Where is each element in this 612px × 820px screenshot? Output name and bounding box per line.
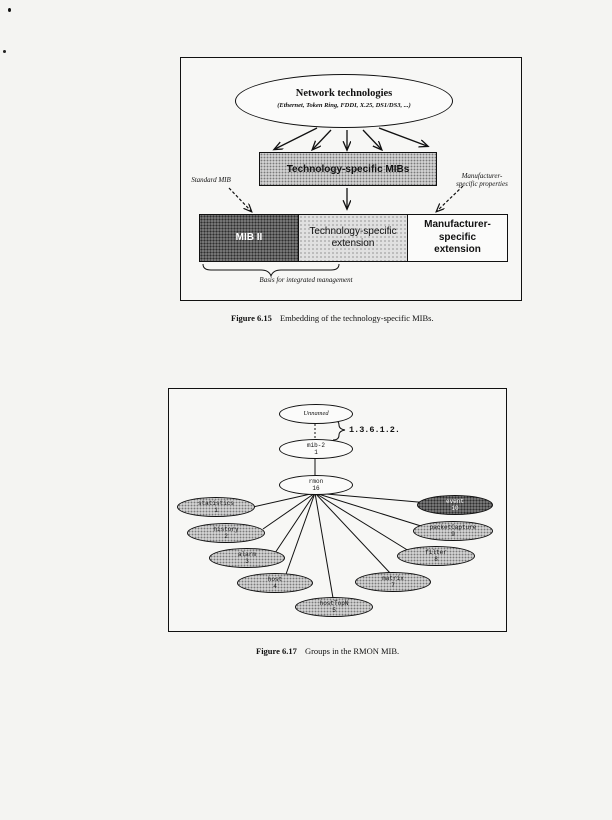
tech-extension-label: Technology-specific extension (309, 225, 397, 249)
manufacturer-specific-label: Manufacturer-specific properties (456, 172, 508, 189)
alarm-node (209, 548, 285, 568)
manufacturer-arrow (437, 186, 463, 211)
arrow-4 (363, 130, 381, 149)
group-name: event (445, 497, 464, 505)
group-name: hostTopN (319, 599, 349, 607)
mib-ii-label: MIB II (235, 231, 263, 243)
group-name: packetCapture (429, 523, 477, 531)
cloud-title: Network technologies (295, 88, 393, 99)
scan-speck (8, 8, 11, 12)
standard-mib-label: Standard MIB (191, 176, 231, 184)
link-filter (315, 493, 409, 551)
history-node (187, 523, 265, 543)
figure-6-17-frame (168, 388, 507, 632)
caption-text: Groups in the RMON MIB. (304, 646, 400, 656)
figure-6-17-caption (256, 646, 399, 656)
mib-2-node (279, 439, 353, 459)
rmon-node (279, 475, 353, 495)
manufacturer-extension-label: Manufacturer-specific extension (424, 219, 491, 256)
event-node (417, 495, 493, 515)
technology-specific-mibs-box (259, 152, 437, 186)
group-name: statistics (197, 499, 234, 507)
standard-mib-arrow (229, 188, 251, 211)
scan-speck (3, 50, 6, 53)
group-name: matrix (382, 574, 404, 582)
tech-extension-cell (299, 215, 408, 261)
oid-prefix-label: 1.3.6.1.2. (349, 425, 401, 435)
link-alarm (275, 493, 315, 553)
mib-2-name: mib-2 (306, 441, 325, 449)
arrow-1 (275, 128, 317, 149)
basis-label: Basis for integrated management (259, 276, 353, 284)
group-name: filter (425, 548, 447, 556)
rmon-name: rmon (308, 477, 324, 485)
unnamed-label: Unnamed (303, 409, 329, 417)
group-num: 3 (245, 558, 249, 565)
unnamed-node (279, 404, 353, 424)
matrix-node (355, 572, 431, 592)
mib-ii-cell (200, 215, 299, 261)
manufacturer-extension-cell (408, 215, 507, 261)
group-num: 9 (451, 531, 455, 538)
group-num: 10 (451, 505, 459, 512)
arrow-5 (379, 128, 427, 146)
arrow-2 (313, 130, 331, 149)
cloud-subtitle: (Ethernet, Token Ring, FDDI, X.25, DS1/DS3, ...) (277, 102, 411, 109)
figure-6-15-frame (180, 57, 522, 301)
tech-box-label: Technology-specific MIBs (286, 163, 410, 175)
mib-extension-row (199, 214, 508, 262)
group-name: host (267, 575, 283, 583)
group-num: 8 (434, 556, 438, 563)
group-num: 7 (391, 582, 395, 589)
host-node (237, 573, 313, 593)
group-num: 4 (273, 583, 277, 590)
group-num: 5 (332, 607, 336, 614)
link-host (285, 493, 315, 577)
figure-6-15-caption (231, 313, 434, 323)
group-num: 2 (224, 533, 228, 540)
basis-brace (203, 264, 339, 276)
group-name: history (213, 525, 239, 533)
caption-number: Figure 6.17 (256, 646, 297, 656)
filter-node (397, 546, 475, 566)
rmon-num: 16 (312, 485, 320, 492)
group-name: alarm (237, 550, 256, 558)
packetcapture-node (413, 521, 493, 541)
statistics-node (177, 497, 255, 517)
group-num: 1 (214, 507, 218, 514)
caption-text: Embedding of the technology-specific MIBs. (279, 313, 434, 323)
mib-2-num: 1 (314, 449, 318, 456)
caption-number: Figure 6.15 (231, 313, 272, 323)
network-technologies-cloud (235, 74, 453, 128)
hosttopn-node (295, 597, 373, 617)
oid-brace (333, 420, 345, 440)
